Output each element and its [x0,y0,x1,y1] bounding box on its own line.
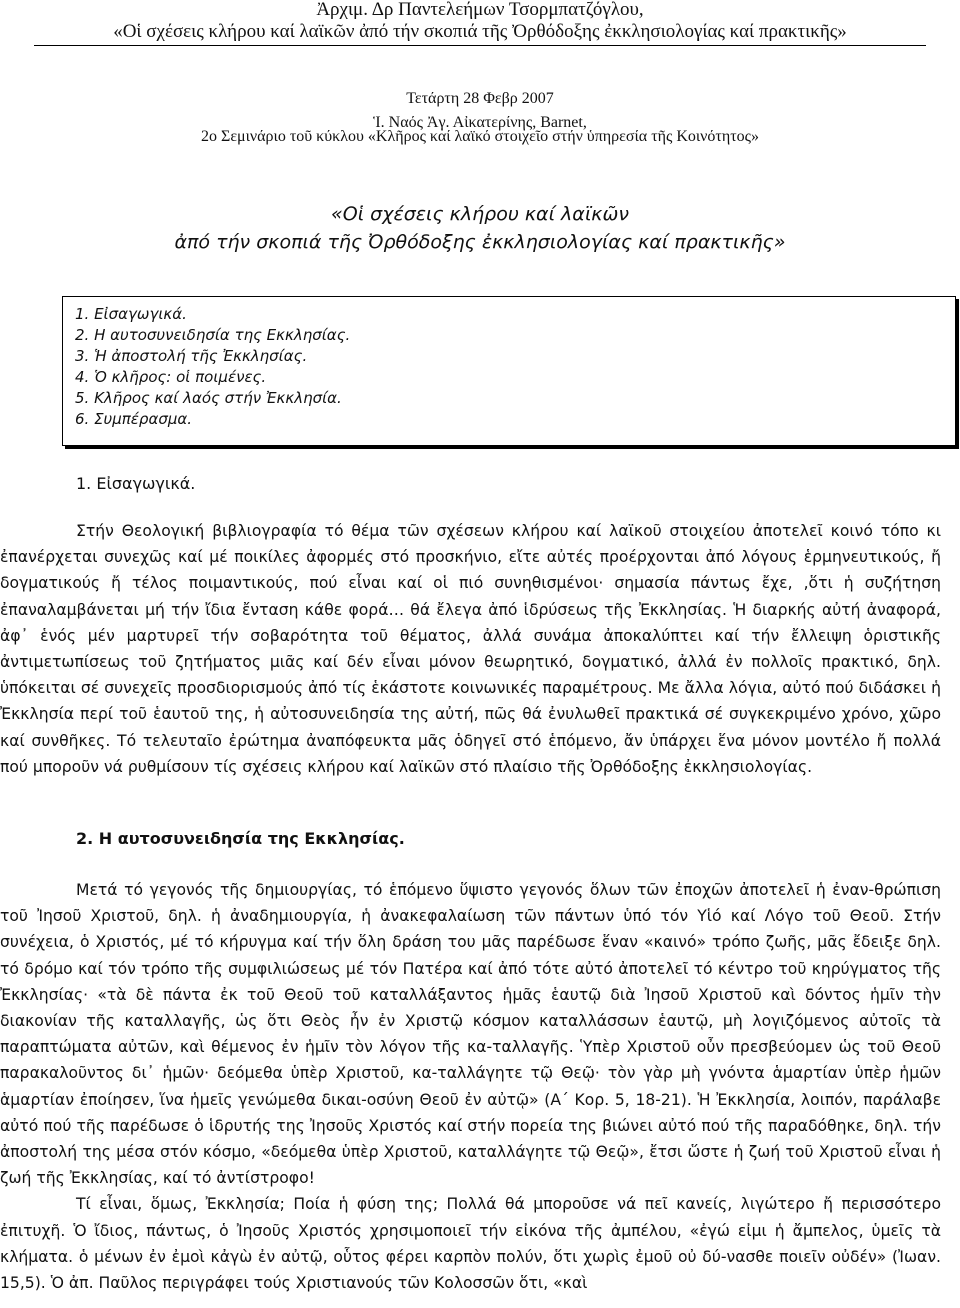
meta-venue: Ἱ. Ναός Ἀγ. Αἰκατερίνης, Barnet, [373,114,587,131]
section2-heading: 2. Η αυτοσυνειδησία της Εκκλησίας. [76,829,405,848]
toc-item: 6. Συμπέρασμα. [75,410,193,428]
section2-paragraph2: Τί εἶναι, ὅμως, Ἐκκλησία; Ποία ἡ φύση της; Πολλά θά μποροῦσε νά πεῖ κανείς, λιγώτερο ἤ περισσότερο ἐπιτυχῆ. Ὁ ἴδιος, πάντως, ὁ Ἰησοῦς Χριστός χρησιμοποιεῖ τήν εἰκόνα τῆς ἀμπέλου, «ἐγώ εἰμι ἡ ἄμπελος, ὑμεῖς τὰ κλήματα. ὁ μένων ἐν ἐμοὶ κἀγὼ ἐν αὐτῷ, οὗτος φέρει καρπὸν πολύν, ὅτι χωρὶς ἐμοῦ οὐ δύ-νασθε ποιεῖν οὐδέν» (Ἰωαν. 15,5). Ὁ ἀπ. Παῦλος περιγράφει τούς Χριστιανούς τῶν Κολοσσῶν ὅτι, «καὶ [0,1195,941,1293]
toc-item: 2. Η αυτοσυνειδησία της Εκκλησίας. [75,326,351,344]
section2-paragraph1: Μετά τό γεγονός τῆς δημιουργίας, τό ἑπόμενο ὕψιστο γεγονός ὅλων τῶν ἐποχῶν ἀποτελεῖ ἡ ἐναν-θρώπιση τοῦ Ἰησοῦ Χριστοῦ, δηλ. ἡ ἀναδημιουργία, ἡ ἀνακεφαλαίωση τῶν πάντων ὑπό τόν Υἱό καί Λόγο τοῦ Θεοῦ. Στήν συνέχεια, ὁ Χριστός, μέ τό κήρυγμα καί τήν ὅλη δράση του μᾶς παρέδωσε ἕναν «καινό» τρόπο ζωῆς, μᾶς ἔδειξε δηλ. τό δρόμο καί τόν τρόπο τῆς συμφιλιώσεως μέ τόν Πατέρα καί ἀπό τότε αὐτό ἀποτελεῖ τό κέντρο τοῦ κηρύγματος τῆς Ἐκκλησίας· «τὰ δὲ πάντα ἐκ τοῦ Θεοῦ τοῦ καταλλάξαντος ἡμᾶς ἑαυτῷ διὰ Ἰησοῦ Χριστοῦ καὶ δόντος ἡμῖν τὴν διακονίαν τῆς καταλλαγῆς, ὡς ὅτι Θεὸς ἦν ἐν Χριστῷ κόσμον καταλλάσσων ἑαυτῷ, μὴ λογιζόμενος αὐτοῖς τὰ παραπτώματα αὐτῶν, καὶ θέμενος ἐν ἡμῖν τὸν λόγον τῆς κα-ταλλαγῆς. Ὑπὲρ Χριστοῦ οὖν πρεσβεύομεν ὡς τοῦ Θεοῦ παρακαλοῦντος δι᾽ ἡμῶν· δεόμεθα ὑπὲρ Χριστοῦ, κα-ταλλάγητε τῷ Θεῷ· τὸν γὰρ μὴ γνόντα ἁμαρτίαν ὑπὲρ ἡμῶν ἁμαρτίαν ἐποίησεν, ἵνα ἡμεῖς γενώμεθα δικαι-οσύνη Θεοῦ ἐν αὐτῷ» (Α΄ Κορ. 5, 18-21). Ἡ Ἐκκλησία, λοιπόν, παράλαβε αὐτό πού τῆς παρέδωσε ὁ ἱδρυτής της Ἰησοῦς Χριστός καί στήν πορεία της βιώνει αὐτό πού τῆς παραδόθηκε, δηλ. τήν ἀποστολή της μέσα στόν κόσμο, «δεόμεθα ὑπὲρ Χριστοῦ, καταλλάγητε τῷ Θεῷ», ἔτσι ὥστε ἡ ζωή τοῦ Χριστοῦ εἶναι ἡ ζωή τῆς Ἐκκλησίας, καί τό ἀντίστροφο! [0,881,941,1188]
section1-heading: 1. Εἰσαγωγικά. [76,474,196,493]
document-title-line2: ἀπό τήν σκοπιά τῆς Ὀρθόδοξης ἐκκλησιολογίας καί πρακτικῆς» [174,231,786,253]
meta-date: Τετάρτη 28 Φεβρ 2007 [406,90,554,107]
meta-seminar: 2ο Σεμινάριο τοῦ κύκλου «Κλῆρος καί λαϊκό στοιχεῖο στήν ὑπηρεσία τῆς Κοινότητος» [201,128,759,145]
section1-paragraph: Στήν Θεολογική βιβλιογραφία τό θέμα τῶν σχέσεων κλήρου καί λαϊκοῦ στοιχείου ἀποτελεῖ κοινό τόπο κι ἐπανέρχεται συνεχῶς καί μέ ποικίλες ἀφορμές στό προσκήνιο, εἴτε αὐτές προέρχονται ἀπό λόγους ἑρμηνευτικούς, ἤ δογματικούς ἤ τέλος ποιμαντικούς, πού εἶναι καί οἱ πιό συνηθισμένοι· σημασία πάντως ἔχε, ,ὅτι ἡ συζήτηση ἐπαναλαμβάνεται μή τήν ἴδια ἔνταση κάθε φορά… θά ἔλεγα ἀπό ἱδρύσεως τῆς Ἐκκλησίας. Ἡ διαρκής αὐτή ἀναφορά, ἀφ᾽ ἑνός μέν μαρτυρεῖ τήν σοβαρότητα τοῦ θέματος, ἀλλά συνάμα ἀποκαλύπτει καί τήν ἔλλειψη ὁριστικῆς ἀντιμετωπίσεως τοῦ ζητήματος μιᾶς καί δέν εἶναι μόνον θεωρητικό, δογματικό, ἀλλά ἐν πολλοῖς πρακτικό, δηλ. ὑπόκειται σέ συνεχεῖς προσδιορισμούς ἀπό τίς ἑκάστοτε κοινωνικές παραμέτρους. Με ἄλλα λόγια, αὐτό πού διδάσκει ἡ Ἐκκλησία περί τοῦ ἑαυτοῦ της, ἡ αὐτοσυνειδησία της αὐτή, πῶς θά ἐνυλωθεῖ πρακτικά σέ συγκεκριμένο χρόνο, χῶρο καί συνθῆκες. Τό τελευταῖο ἐρώτημα ἀναπόφευκτα μᾶς ὁδηγεῖ στό ἑπόμενο, ἄν ὑπάρχει ἕνα μόνον μοντέλο ἤ πολλά πού μποροῦν νά ρυθμίσουν τίς σχέσεις κλήρου καί λαϊκῶν στό πλαίσιο τῆς Ὀρθόδοξης ἐκκλησιολογίας. [0,522,941,776]
toc-item: 4. Ὁ κλῆρος: οἱ ποιμένες. [75,368,267,386]
table-of-contents [62,296,956,446]
section1-body [0,518,941,780]
toc-item: 1. Εἰσαγωγικά. [75,305,187,323]
toc-item: 5. Κλῆρος καί λαός στήν Ἐκκλησία. [75,389,342,407]
header-author: Ἀρχιμ. Δρ Παντελεήμων Τσορμπατζόγλου, [316,0,644,20]
document-title-line1: «Οἱ σχέσεις κλήρου καί λαϊκῶν [331,203,629,225]
header-title: «Οἱ σχέσεις κλήρου καί λαϊκῶν ἀπό τήν σκοπιά τῆς Ὀρθόδοξης ἐκκλησιολογίας καί πρακτικῆς» [113,21,847,42]
header-divider [34,45,926,46]
section2-body [0,877,941,1296]
toc-item: 3. Ἡ ἀποστολή τῆς Ἐκκλησίας. [75,347,308,365]
